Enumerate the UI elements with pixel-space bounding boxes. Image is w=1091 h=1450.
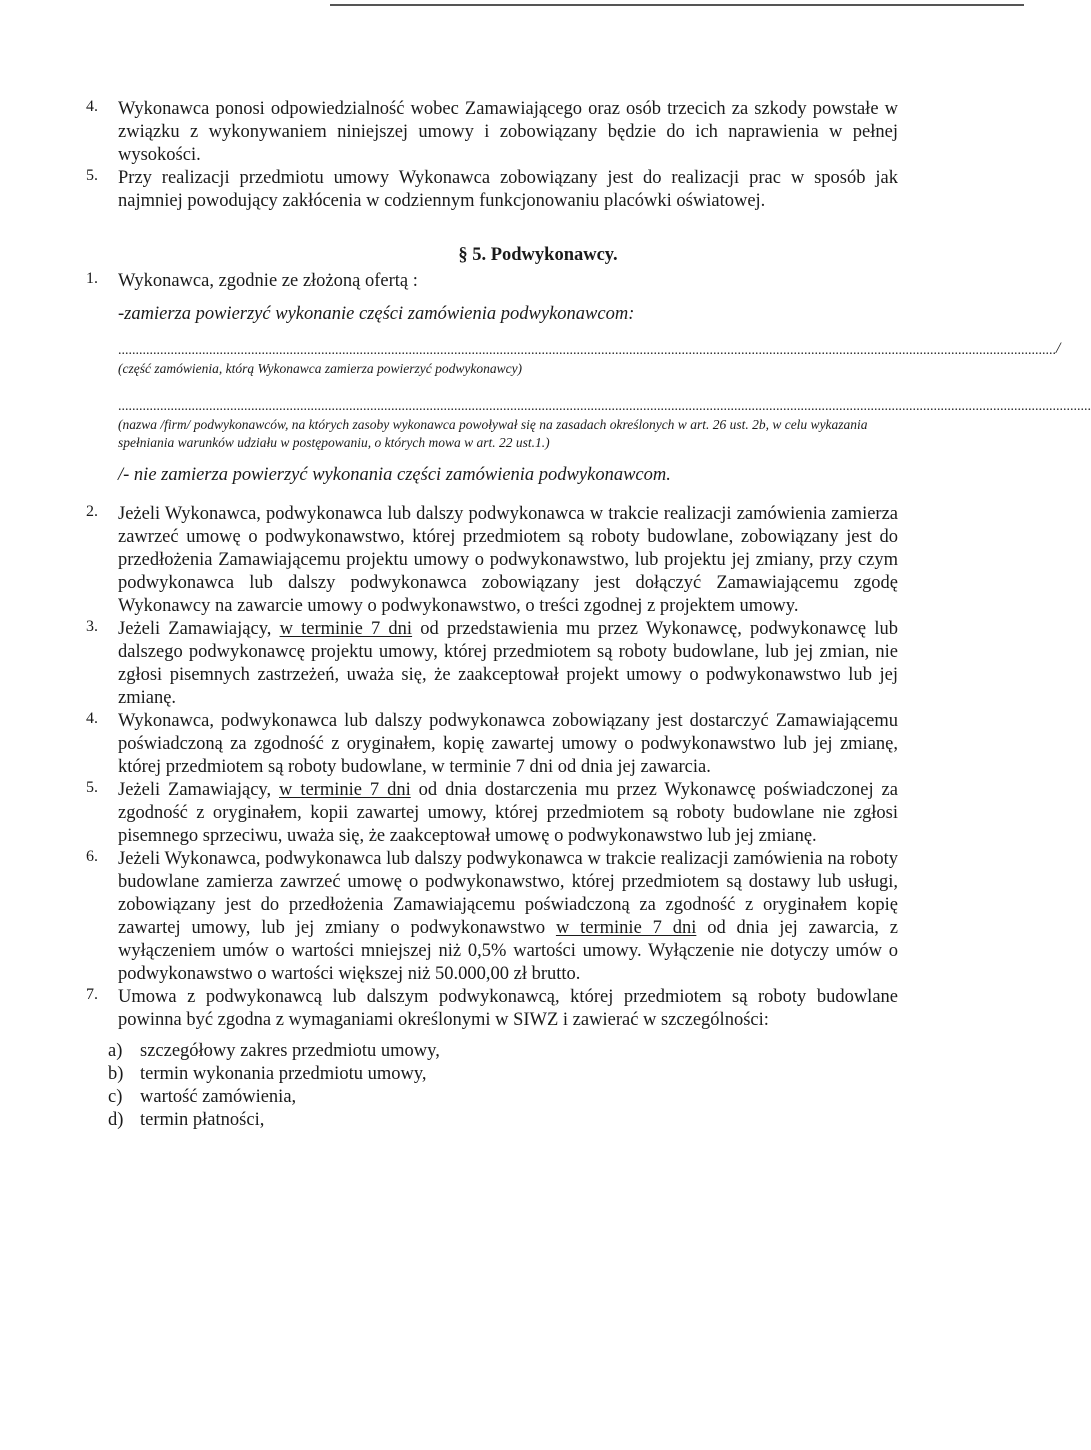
list-item [86,98,898,167]
item-number: 4. [86,710,98,727]
text-part: Jeżeli Zamawiający, [118,619,280,639]
text-part: Jeżeli Zamawiający, [118,780,280,800]
sublist-label: b) [108,1064,124,1084]
list-item [86,848,898,986]
sublist-label: d) [108,1110,124,1130]
sublist-text: termin wykonania przedmiotu umowy, [140,1064,427,1084]
text-part: od dnia dostarczenia mu przez Wykonawcę poświadczonej za zgodność z oryginałem, kopii zawartej umowy, której przedmiotem są roboty budowlane nie zgłosi pisemnego sprzeciwu, uważa się, że zaakceptował umowę o podwykonawstwo lub jej zmianę. [118,780,898,846]
sublist-text: termin płatności, [140,1110,265,1130]
blank-line-part [118,340,1061,358]
list-item [86,167,898,213]
list-item [86,986,898,1032]
text-part: Jeżeli Wykonawca, podwykonawca lub dalszy podwykonawca w trakcie realizacji zamówienia na roboty budowlane zamierza zawrzeć umowę o podwykonawstwo, której przedmiotem są dostawy lub usługi, zobowiązany jest do przedłożenia Zamawiającemu poświadczoną za zgodność z oryginałem kopię zawartej umowy, lub jej zmiany o podwykonawstwo [118,849,898,938]
item-text: Umowa z podwykonawcą lub dalszym podwykonawcą, której przedmiotem są roboty budowlane powinna być zgodna z wymaganiami określonymi w SIWZ i zawierać w szczególności: [118,987,898,1030]
item-text: Wykonawca, zgodnie ze złożoną ofertą : [118,271,418,291]
list-item [86,270,898,293]
list-item [86,503,898,618]
list-item [86,618,898,710]
sublist-label: c) [108,1087,123,1107]
scan-top-edge-line [330,4,1024,6]
sublist-item [108,1109,898,1132]
dotted-blank-line: ...................................................................................................................................................................................................................................................................................... [118,399,1091,414]
item-text: Przy realizacji przedmiotu umowy Wykonawca zobowiązany jest do realizacji prac w sposób jak najmniej powodujący zakłócenia w codziennym funkcjonowaniu placówki oświatowej. [118,168,898,211]
item-number: 3. [86,618,98,635]
item-number: 1. [86,270,98,287]
sublist-item [108,1040,898,1063]
item-text: Wykonawca, podwykonawca lub dalszy podwykonawca zobowiązany jest dostarczyć Zamawiającemu poświadczoną za zgodność z oryginałem, kopię zawartej umowy o podwykonawstwo lub jej zmianę, której przedmiotem są roboty budowlane, w terminie 7 dni od dnia jej zawarcia. [118,711,898,777]
dotted-blank-line: ............................................................................................................................................................................................................................................................................ [118,343,1056,358]
list-item [86,710,898,779]
underlined-deadline: w terminie 7 dni [279,780,411,800]
item-number: 2. [86,503,98,520]
underlined-deadline: w terminie 7 dni [555,918,697,938]
option-nie-zamierza: /- nie zamierza powierzyć wykonania części zamówienia podwykonawcom. [118,465,671,485]
item-number: 5. [86,779,98,796]
item-number: 6. [86,848,98,865]
underlined-deadline: w terminie 7 dni [279,619,413,639]
item-number: 4. [86,98,98,115]
blank-line-slash: / [1056,340,1061,357]
text-part: od przedstawienia mu przez Wykonawcę, podwykonawcę lub dalszego podwykonawcę projektu umowy, której przedmiotem są roboty budowlane, lub jej zmian, nie zgłosi pisemnych zastrzeżeń, uważa się, że zaakceptował projekt umowy o podwykonawstwo lub jej zmianę. [118,619,898,708]
item-text: Wykonawca ponosi odpowiedzialność wobec Zamawiającego oraz osób trzecich za szkody powstałe w związku z wykonywaniem niniejszej umowy i zobowiązany będzie do ich naprawienia w pełnej wysokości. [118,99,898,165]
sublist-item [108,1063,898,1086]
option-zamierza: -zamierza powierzyć wykonanie części zamówienia podwykonawcom: [118,304,635,324]
list-item [86,779,898,848]
sublist-text: wartość zamówienia, [140,1087,297,1107]
sublist-item [108,1086,898,1109]
item-text: Jeżeli Wykonawca, podwykonawca lub dalszy podwykonawca w trakcie realizacji zamówienia zamierza zawrzeć umowę o podwykonawstwo, której przedmiotem są roboty budowlane, zobowiązany jest do przedłożenia Zamawiającemu projektu umowy o podwykonawstwo, lub projektu jej zmiany, przy czym podwykonawca lub dalszy podwykonawca zobowiązany jest dołączyć Zamawiającemu zgodę Wykonawcy na zawarcie umowy o podwykonawstwo, o treści zgodnej z projektem umowy. [118,504,898,616]
section-title: § 5. Podwykonawcy. [458,245,618,265]
item-text [118,779,898,848]
text-part: od dnia jej zawarcia, z wyłączeniem umów o wartości mniejszej niż 0,5% wartości umowy. Wyłączenie nie dotyczy umów o podwykonawstwo o wartości większej niż 50.000,00 zł brutto. [118,918,898,984]
item-number: 5. [86,167,98,184]
sublist-label: a) [108,1041,123,1061]
sublist-text: szczegółowy zakres przedmiotu umowy, [140,1041,440,1061]
note-part: (część zamówienia, którą Wykonawca zamierza powierzyć podwykonawcy) [118,361,523,376]
item-number: 7. [86,986,98,1003]
item-text [118,848,898,986]
item-text [118,618,898,710]
note-subcontractors: (nazwa /firm/ podwykonawców, na których zasoby wykonawca powoływał się na zasadach określonych w art. 26 ust. 2b, w celu wykazania spełniania warunków udziału w postępowaniu, o których mowa w art. 22 ust.1.) [118,417,868,450]
document-page [86,98,1091,1132]
